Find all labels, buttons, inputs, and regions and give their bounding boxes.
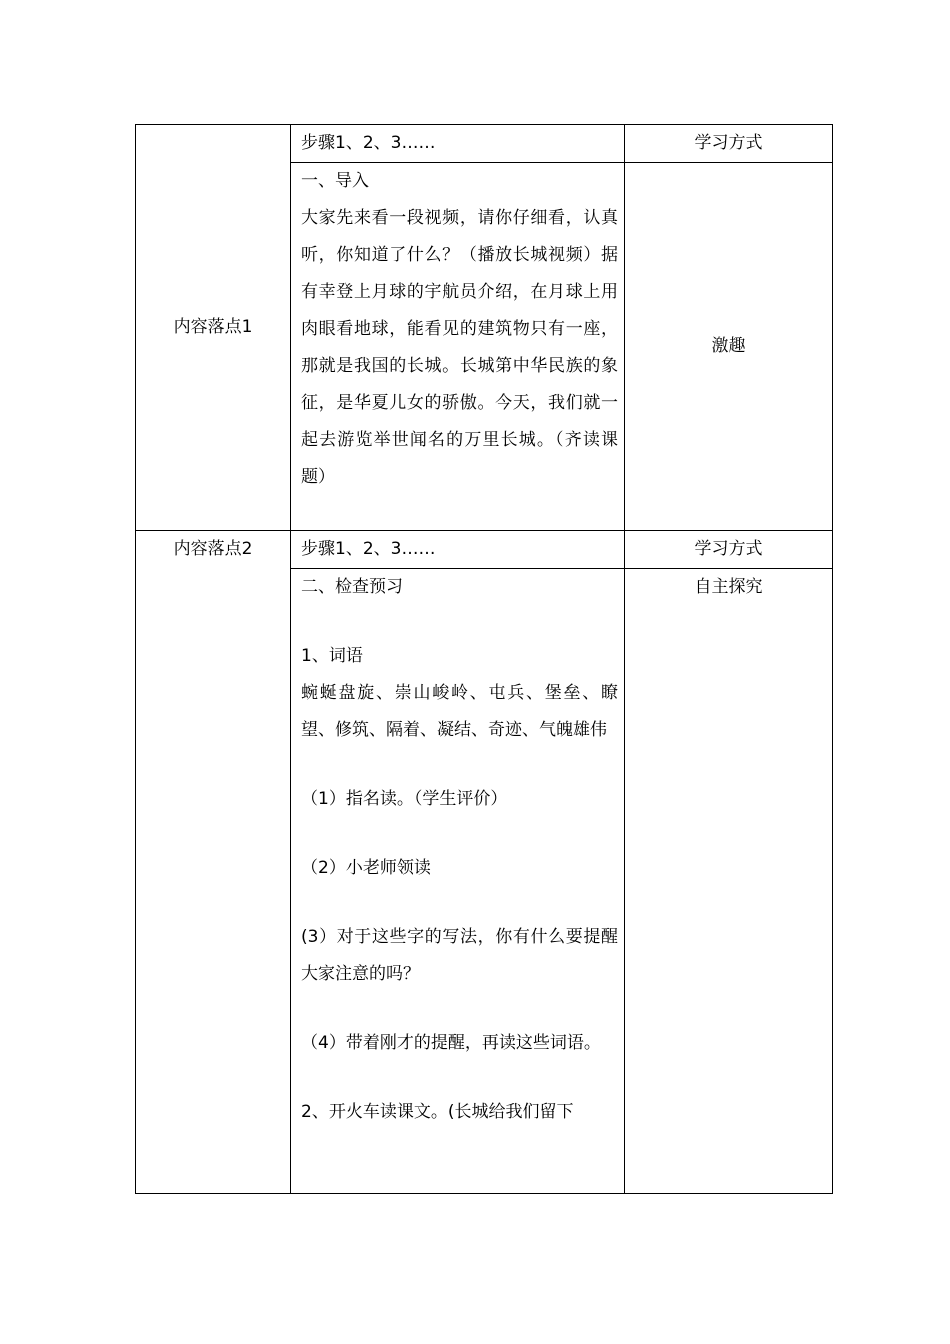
table-row <box>136 531 833 569</box>
method-cell-1 <box>625 163 833 531</box>
content-point-1-label <box>136 125 291 531</box>
method-value-2: 自主探究 <box>694 577 763 597</box>
step-4: （4）带着刚才的提醒，再读这些词语。 <box>301 1033 601 1053</box>
intro-cell <box>291 163 625 531</box>
lesson-plan-table <box>135 124 833 1194</box>
content-point-1-text: 内容落点1 <box>173 317 253 337</box>
preview-cell <box>291 569 625 1194</box>
step-2: （2）小老师领读 <box>301 858 431 878</box>
intro-paragraph: 大家先来看一段视频，请你仔细看，认真听，你知道了什么？（播放长城视频）据有幸登上月球的宇航员介绍，在月球上用肉眼看地球，能看见的建筑物只有一座，那就是我国的长城。长城第中华民族的象征，是华夏儿女的骄傲。今天，我们就一起去游览举世闻名的万里长城。（齐读课题） <box>301 208 618 487</box>
step-3: (3）对于这些字的写法，你有什么要提醒大家注意的吗？ <box>301 927 618 984</box>
method-header-cell-2 <box>625 531 833 569</box>
content-point-2-label <box>136 531 291 1194</box>
section-title-intro: 一、导入 <box>301 171 369 191</box>
method-header-cell <box>625 125 833 163</box>
method-header-2: 学习方式 <box>694 539 763 559</box>
steps-header-2: 步骤1、2、3…… <box>301 539 436 559</box>
content-point-2-text: 内容落点2 <box>173 539 253 559</box>
step-1: （1）指名读。（学生评价） <box>301 789 508 809</box>
method-cell-2 <box>625 569 833 1194</box>
table-row <box>136 125 833 163</box>
step-5: 2、开火车读课文。(长城给我们留下 <box>301 1102 574 1122</box>
vocab-list: 蜿蜒盘旋、崇山峻岭、屯兵、堡垒、瞭望、修筑、隔着、凝结、奇迹、气魄雄伟 <box>301 683 618 740</box>
steps-header: 步骤1、2、3…… <box>301 133 436 153</box>
vocab-title: 1、词语 <box>301 646 363 666</box>
method-value-1: 激趣 <box>711 336 746 356</box>
section-title-preview: 二、检查预习 <box>301 577 403 597</box>
steps-header-cell-2 <box>291 531 625 569</box>
method-header: 学习方式 <box>694 133 763 153</box>
steps-header-cell <box>291 125 625 163</box>
